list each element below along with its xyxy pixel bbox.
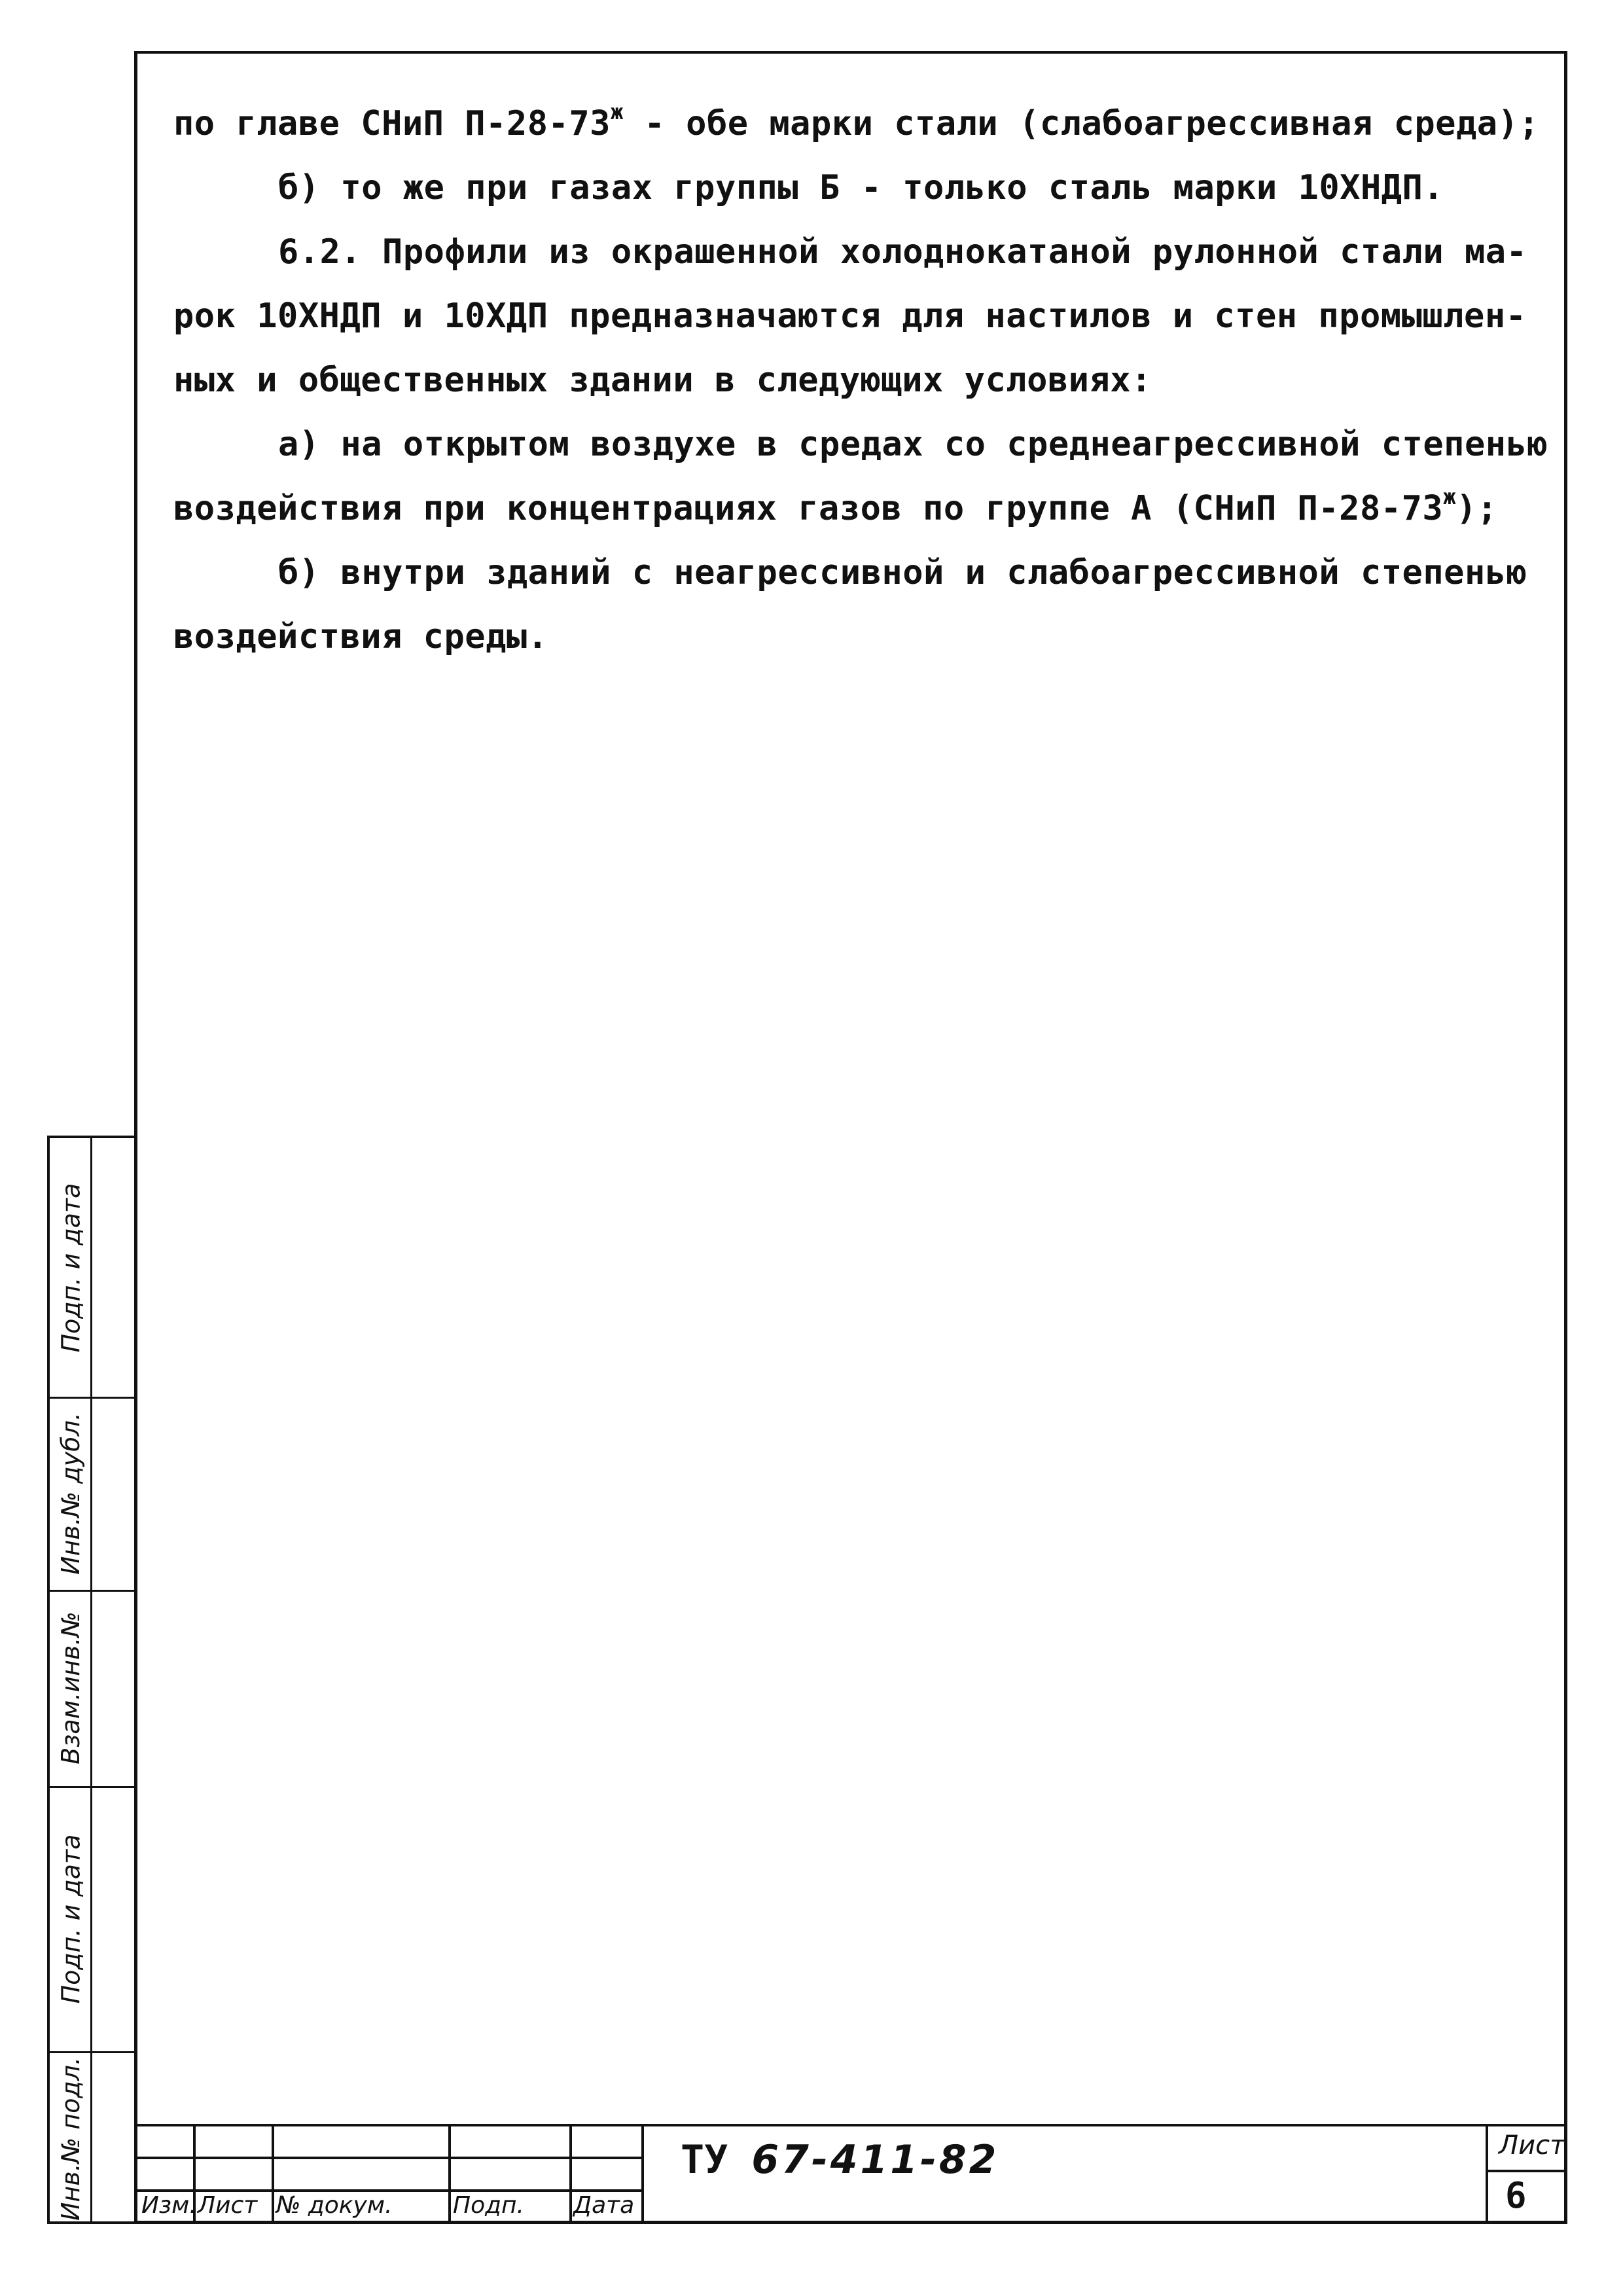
col-date: Дата: [573, 2192, 635, 2219]
sheet-label: Лист: [1499, 2130, 1565, 2161]
text-line: воздействия среды.: [173, 617, 548, 656]
tb-rule: [137, 2157, 641, 2159]
text-line: рок 10ХНДП и 10ХДП предназначаются для настилов и стен промышлен-: [173, 296, 1527, 336]
tb-rule: [1486, 2170, 1564, 2172]
document-code: ТУ 67-411-82: [681, 2137, 999, 2183]
superscript: ж: [1443, 484, 1456, 509]
side-label-replace-inv: Взам.инв.№: [56, 1611, 86, 1765]
tb-rule: [1486, 2124, 1488, 2221]
col-doc-number: № докум.: [276, 2192, 393, 2219]
side-label-orig-inv: Инв.№ подл.: [56, 2056, 85, 2221]
side-label-dup-inv: Инв.№ дубл.: [56, 1412, 86, 1575]
superscript: ж: [610, 99, 624, 124]
tb-rule: [641, 2124, 644, 2221]
col-signature: Подп.: [453, 2192, 524, 2219]
tb-rule: [137, 2124, 1564, 2126]
tb-rule: [448, 2124, 451, 2221]
col-change: Изм.: [141, 2192, 197, 2219]
text-line: по главе СНиП $П-28-73^ж$ - обе марки стали (слабоагрессивная среда);: [173, 99, 1540, 143]
tb-rule: [569, 2124, 572, 2221]
text-line: ных и общественных здании в следующих условиях:: [173, 361, 1152, 400]
text-line: б) внутри зданий с неагрессивной и слабоагрессивной степенью: [278, 553, 1527, 592]
document-body: [173, 92, 1548, 669]
text-line: б) то же при газах группы Б - только сталь марки 10ХНДП.: [278, 168, 1444, 207]
side-label-sign-date-2: Подп. и дата: [56, 1834, 86, 2003]
tb-rule: [272, 2124, 274, 2221]
col-sheet: Лист: [198, 2192, 258, 2219]
side-label-sign-date: Подп. и дата: [56, 1183, 86, 1352]
side-divider: [90, 1138, 92, 2221]
text-line: 6.2. Профили из окрашенной холоднокатаной рулонной стали ма-: [278, 232, 1527, 272]
text-line: а) на открытом воздухе в средах со среднеагрессивной степенью: [278, 425, 1548, 464]
text-line: воздействия при концентрациях газов по группе А (СНиП $П-28-73^ж$);: [173, 484, 1498, 528]
side-binding-strip: [47, 1136, 137, 2224]
title-block: [137, 2124, 1564, 2221]
sheet-number: 6: [1505, 2175, 1527, 2216]
